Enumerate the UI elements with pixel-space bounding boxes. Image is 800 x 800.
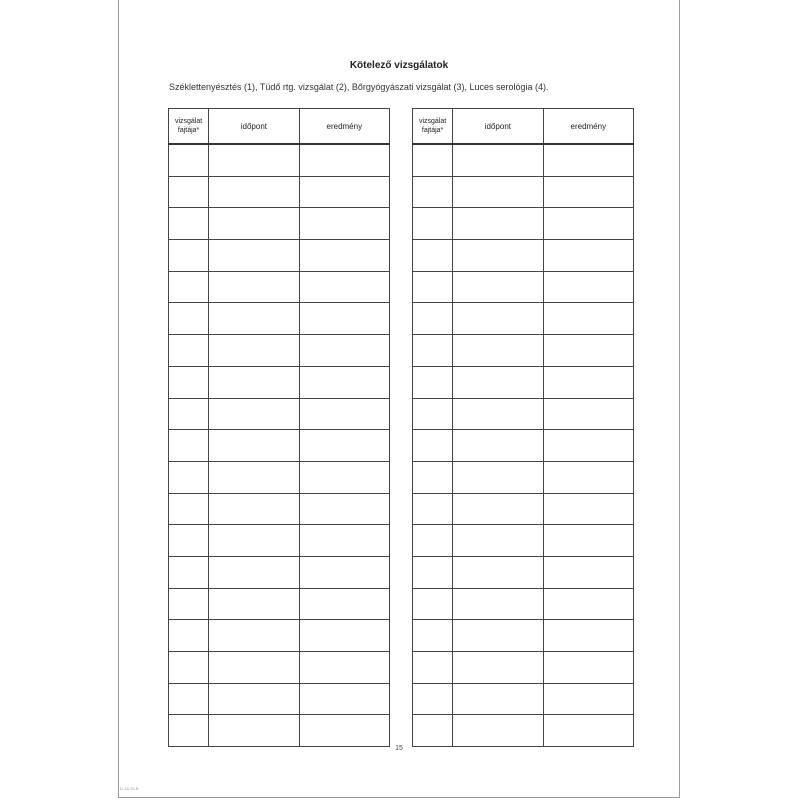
- date-cell[interactable]: [453, 303, 543, 335]
- date-cell[interactable]: [209, 430, 299, 462]
- result-cell[interactable]: [299, 493, 389, 525]
- exam-type-cell[interactable]: [169, 525, 209, 557]
- header-exam-type: vizsgálat fajtája*: [169, 109, 209, 145]
- date-cell[interactable]: [209, 366, 299, 398]
- page-number: 15: [395, 745, 403, 752]
- date-cell[interactable]: [453, 176, 543, 208]
- table-row: [413, 303, 634, 335]
- exam-type-cell[interactable]: [169, 683, 209, 715]
- date-cell[interactable]: [453, 715, 543, 747]
- date-cell[interactable]: [453, 430, 543, 462]
- result-cell[interactable]: [543, 176, 633, 208]
- exam-type-cell[interactable]: [413, 588, 453, 620]
- table-row: [169, 240, 390, 272]
- exam-type-cell[interactable]: [169, 366, 209, 398]
- table-row: [413, 430, 634, 462]
- exam-type-cell[interactable]: [169, 493, 209, 525]
- table-row: [169, 715, 390, 747]
- table-row: [413, 461, 634, 493]
- exam-table-left: [168, 108, 390, 747]
- exam-type-cell[interactable]: [169, 335, 209, 367]
- result-cell[interactable]: [299, 430, 389, 462]
- date-cell[interactable]: [453, 144, 543, 176]
- date-cell[interactable]: [453, 620, 543, 652]
- exam-type-cell[interactable]: [413, 652, 453, 684]
- result-cell[interactable]: [543, 335, 633, 367]
- date-cell[interactable]: [209, 240, 299, 272]
- exam-type-cell[interactable]: [413, 271, 453, 303]
- table-row: [169, 461, 390, 493]
- exam-type-cell[interactable]: [413, 335, 453, 367]
- table-row: [413, 588, 634, 620]
- header-result: eredmény: [299, 109, 389, 145]
- date-cell[interactable]: [209, 620, 299, 652]
- table-row: [413, 398, 634, 430]
- result-cell[interactable]: [543, 493, 633, 525]
- exam-type-cell[interactable]: [413, 303, 453, 335]
- date-cell[interactable]: [209, 208, 299, 240]
- table-row: [413, 556, 634, 588]
- exam-type-cell[interactable]: [413, 715, 453, 747]
- date-cell[interactable]: [209, 588, 299, 620]
- exam-type-cell[interactable]: [413, 493, 453, 525]
- table-row: [413, 240, 634, 272]
- result-cell[interactable]: [543, 652, 633, 684]
- date-cell[interactable]: [453, 461, 543, 493]
- exam-type-cell[interactable]: [169, 461, 209, 493]
- result-cell[interactable]: [299, 366, 389, 398]
- exam-type-cell[interactable]: [169, 430, 209, 462]
- table-row: [413, 525, 634, 557]
- exam-type-cell[interactable]: [413, 461, 453, 493]
- table-row: [413, 715, 634, 747]
- form-page: [118, 0, 680, 798]
- exam-type-cell[interactable]: [413, 620, 453, 652]
- header-result: eredmény: [543, 109, 633, 145]
- exam-type-cell[interactable]: [413, 366, 453, 398]
- date-cell[interactable]: [453, 398, 543, 430]
- date-cell[interactable]: [209, 303, 299, 335]
- table-row: [169, 366, 390, 398]
- result-cell[interactable]: [543, 525, 633, 557]
- test-type-legend: Széklettenyésztés (1), Tüdő rtg. vizsgálat (2), Bőrgyógyászati vizsgálat (3), Luces serológia (4).: [169, 82, 549, 92]
- result-cell[interactable]: [299, 525, 389, 557]
- result-cell[interactable]: [299, 335, 389, 367]
- exam-type-cell[interactable]: [169, 588, 209, 620]
- exam-type-cell[interactable]: [169, 398, 209, 430]
- date-cell[interactable]: [209, 144, 299, 176]
- exam-type-cell[interactable]: [413, 240, 453, 272]
- date-cell[interactable]: [209, 271, 299, 303]
- date-cell[interactable]: [453, 652, 543, 684]
- exam-type-cell[interactable]: [413, 430, 453, 462]
- date-cell[interactable]: [453, 493, 543, 525]
- result-cell[interactable]: [299, 271, 389, 303]
- exam-type-cell[interactable]: [169, 208, 209, 240]
- result-cell[interactable]: [299, 144, 389, 176]
- table-row: [169, 430, 390, 462]
- result-cell[interactable]: [299, 398, 389, 430]
- date-cell[interactable]: [209, 525, 299, 557]
- date-cell[interactable]: [209, 461, 299, 493]
- table-row: [169, 556, 390, 588]
- exam-type-cell[interactable]: [413, 683, 453, 715]
- date-cell[interactable]: [209, 715, 299, 747]
- table-row: [413, 620, 634, 652]
- table-row: [169, 271, 390, 303]
- exam-type-cell[interactable]: [169, 652, 209, 684]
- result-cell[interactable]: [299, 303, 389, 335]
- result-cell[interactable]: [543, 430, 633, 462]
- result-cell[interactable]: [299, 652, 389, 684]
- exam-type-cell[interactable]: [169, 556, 209, 588]
- result-cell[interactable]: [543, 303, 633, 335]
- header-exam-type: vizsgálat fajtája*: [413, 109, 453, 145]
- table-row: [169, 144, 390, 176]
- date-cell[interactable]: [209, 335, 299, 367]
- date-cell[interactable]: [453, 556, 543, 588]
- result-cell[interactable]: [543, 271, 633, 303]
- result-cell[interactable]: [543, 366, 633, 398]
- table-row: [169, 683, 390, 715]
- table-row: [413, 144, 634, 176]
- header-date: időpont: [209, 109, 299, 145]
- result-cell[interactable]: [543, 144, 633, 176]
- date-cell[interactable]: [209, 556, 299, 588]
- exam-type-cell[interactable]: [413, 144, 453, 176]
- date-cell[interactable]: [209, 398, 299, 430]
- date-cell[interactable]: [453, 271, 543, 303]
- table-row: [413, 652, 634, 684]
- result-cell[interactable]: [543, 715, 633, 747]
- result-cell[interactable]: [299, 556, 389, 588]
- exam-type-cell[interactable]: [413, 398, 453, 430]
- exam-type-cell[interactable]: [169, 240, 209, 272]
- result-cell[interactable]: [543, 588, 633, 620]
- exam-type-cell[interactable]: [413, 208, 453, 240]
- result-cell[interactable]: [299, 683, 389, 715]
- exam-type-cell[interactable]: [169, 144, 209, 176]
- exam-type-cell[interactable]: [169, 715, 209, 747]
- exam-table-right: [412, 108, 634, 747]
- table-row: [169, 398, 390, 430]
- table-row: [169, 652, 390, 684]
- date-cell[interactable]: [453, 335, 543, 367]
- date-cell[interactable]: [453, 366, 543, 398]
- table-row: [169, 525, 390, 557]
- date-cell[interactable]: [209, 652, 299, 684]
- table-row: [169, 620, 390, 652]
- header-date: időpont: [453, 109, 543, 145]
- exam-type-cell[interactable]: [413, 556, 453, 588]
- result-cell[interactable]: [543, 620, 633, 652]
- table-row: [413, 208, 634, 240]
- result-cell[interactable]: [299, 588, 389, 620]
- date-cell[interactable]: [453, 240, 543, 272]
- result-cell[interactable]: [543, 461, 633, 493]
- result-cell[interactable]: [299, 208, 389, 240]
- table-row: [413, 366, 634, 398]
- date-cell[interactable]: [453, 683, 543, 715]
- print-code: D-16-15-B: [120, 786, 139, 791]
- date-cell[interactable]: [209, 683, 299, 715]
- result-cell[interactable]: [543, 398, 633, 430]
- exam-type-cell[interactable]: [413, 176, 453, 208]
- table-row: [169, 493, 390, 525]
- result-cell[interactable]: [299, 715, 389, 747]
- date-cell[interactable]: [453, 208, 543, 240]
- date-cell[interactable]: [453, 525, 543, 557]
- table-row: [413, 176, 634, 208]
- table-row: [169, 176, 390, 208]
- result-cell[interactable]: [543, 556, 633, 588]
- page-title: Kötelező vizsgálatok: [349, 60, 449, 71]
- exam-type-cell[interactable]: [413, 525, 453, 557]
- table-row: [413, 271, 634, 303]
- table-row: [413, 493, 634, 525]
- result-cell[interactable]: [543, 240, 633, 272]
- table-row: [413, 335, 634, 367]
- result-cell[interactable]: [299, 620, 389, 652]
- date-cell[interactable]: [209, 176, 299, 208]
- table-row: [169, 208, 390, 240]
- date-cell[interactable]: [209, 493, 299, 525]
- table-row: [413, 683, 634, 715]
- result-cell[interactable]: [543, 208, 633, 240]
- result-cell[interactable]: [299, 461, 389, 493]
- result-cell[interactable]: [299, 176, 389, 208]
- date-cell[interactable]: [453, 588, 543, 620]
- result-cell[interactable]: [543, 683, 633, 715]
- exam-type-cell[interactable]: [169, 176, 209, 208]
- exam-type-cell[interactable]: [169, 271, 209, 303]
- table-row: [169, 303, 390, 335]
- table-row: [169, 588, 390, 620]
- table-row: [169, 335, 390, 367]
- exam-type-cell[interactable]: [169, 620, 209, 652]
- exam-type-cell[interactable]: [169, 303, 209, 335]
- result-cell[interactable]: [299, 240, 389, 272]
